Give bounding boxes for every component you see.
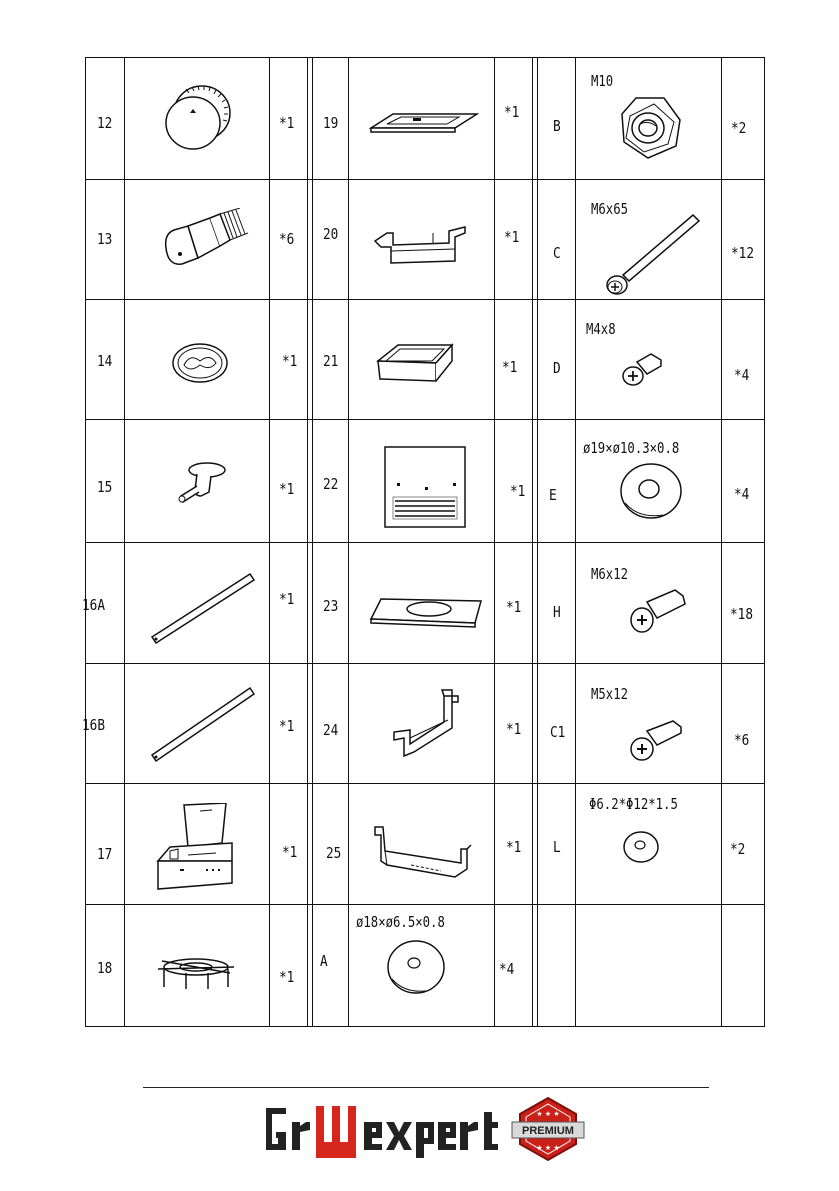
svg-text:★ ★ ★: ★ ★ ★ [536,1110,560,1118]
part-number: 16A [82,596,106,614]
shelf-plate-icon [369,595,484,635]
part-quantity: *1 [506,838,522,856]
control-knob-icon [156,83,236,158]
grillexpert-logo [258,1092,588,1167]
panel-icon [383,445,468,530]
premium-badge-text: PREMIUM [522,1125,574,1137]
knob-bezel-icon [170,341,230,386]
screw-icon [629,719,687,763]
part-number: A [320,952,328,970]
u-bracket-icon [384,688,464,763]
part-spec: ø19×ø10.3×0.8 [583,439,680,457]
part-number: 15 [97,478,113,496]
rod-icon [150,571,260,646]
part-number: 25 [326,844,342,862]
part-quantity: *1 [279,717,295,735]
part-number: 13 [97,230,113,248]
part-quantity: *1 [279,590,295,608]
footer-divider [143,1087,709,1088]
part-spec: M5x12 [591,685,629,703]
shoulder-bolt-icon [158,208,253,278]
part-quantity: *1 [502,358,518,376]
part-number: 19 [323,114,339,132]
igniter-valve-icon [171,460,231,515]
part-quantity: *4 [734,485,750,503]
part-number: 17 [97,845,113,863]
part-number: 21 [323,352,339,370]
side-burner-box-icon [156,803,236,893]
nut-icon [618,96,683,161]
part-quantity: *1 [282,843,298,861]
part-number: 23 [323,597,339,615]
u-bracket-icon [371,821,481,881]
long-screw-icon [603,211,703,296]
part-number: 14 [97,352,113,370]
washer-icon [622,830,662,865]
screw-icon [629,588,689,636]
part-spec: M4x8 [586,320,616,338]
part-spec: M6x12 [591,565,629,583]
part-quantity: *6 [734,731,750,749]
part-number: 20 [323,225,339,243]
part-quantity: *1 [504,228,520,246]
part-number: E [549,486,557,504]
part-quantity: *1 [506,598,522,616]
part-number: 22 [323,475,339,493]
part-number: 24 [323,721,339,739]
short-screw-icon [621,352,666,388]
tray-plate-icon [369,106,479,141]
part-quantity: *4 [734,366,750,384]
part-quantity: *1 [279,480,295,498]
svg-text:★ ★ ★: ★ ★ ★ [536,1144,560,1152]
washer-icon [619,461,684,521]
part-number: 16B [82,716,106,734]
part-quantity: *12 [731,244,755,262]
part-quantity: *1 [510,482,526,500]
part-spec: M6x65 [591,200,629,218]
part-quantity: *2 [731,119,747,137]
part-quantity: *6 [279,230,295,248]
part-quantity: *2 [730,840,746,858]
burner-grate-icon [156,953,236,993]
parts-table [82,57,765,1027]
part-number: H [553,603,561,621]
part-quantity: *1 [282,352,298,370]
part-quantity: *1 [504,103,520,121]
part-number: C1 [550,723,566,741]
part-number: 12 [97,114,113,132]
part-quantity: *4 [499,960,515,978]
part-number: D [553,359,561,377]
bracket-icon [373,221,473,271]
part-quantity: *18 [730,605,754,623]
grease-tray-icon [376,341,456,386]
part-spec: M10 [591,72,614,90]
part-number: B [553,117,561,135]
rod-icon [150,685,260,765]
washer-icon [386,939,446,995]
part-quantity: *1 [279,114,295,132]
part-quantity: *1 [506,720,522,738]
part-number: C [553,244,561,262]
part-spec: Φ6.2*Φ12*1.5 [589,795,678,813]
part-number: L [553,838,561,856]
part-quantity: *1 [279,968,295,986]
part-number: 18 [97,959,113,977]
part-spec: ø18×ø6.5×0.8 [356,913,445,931]
